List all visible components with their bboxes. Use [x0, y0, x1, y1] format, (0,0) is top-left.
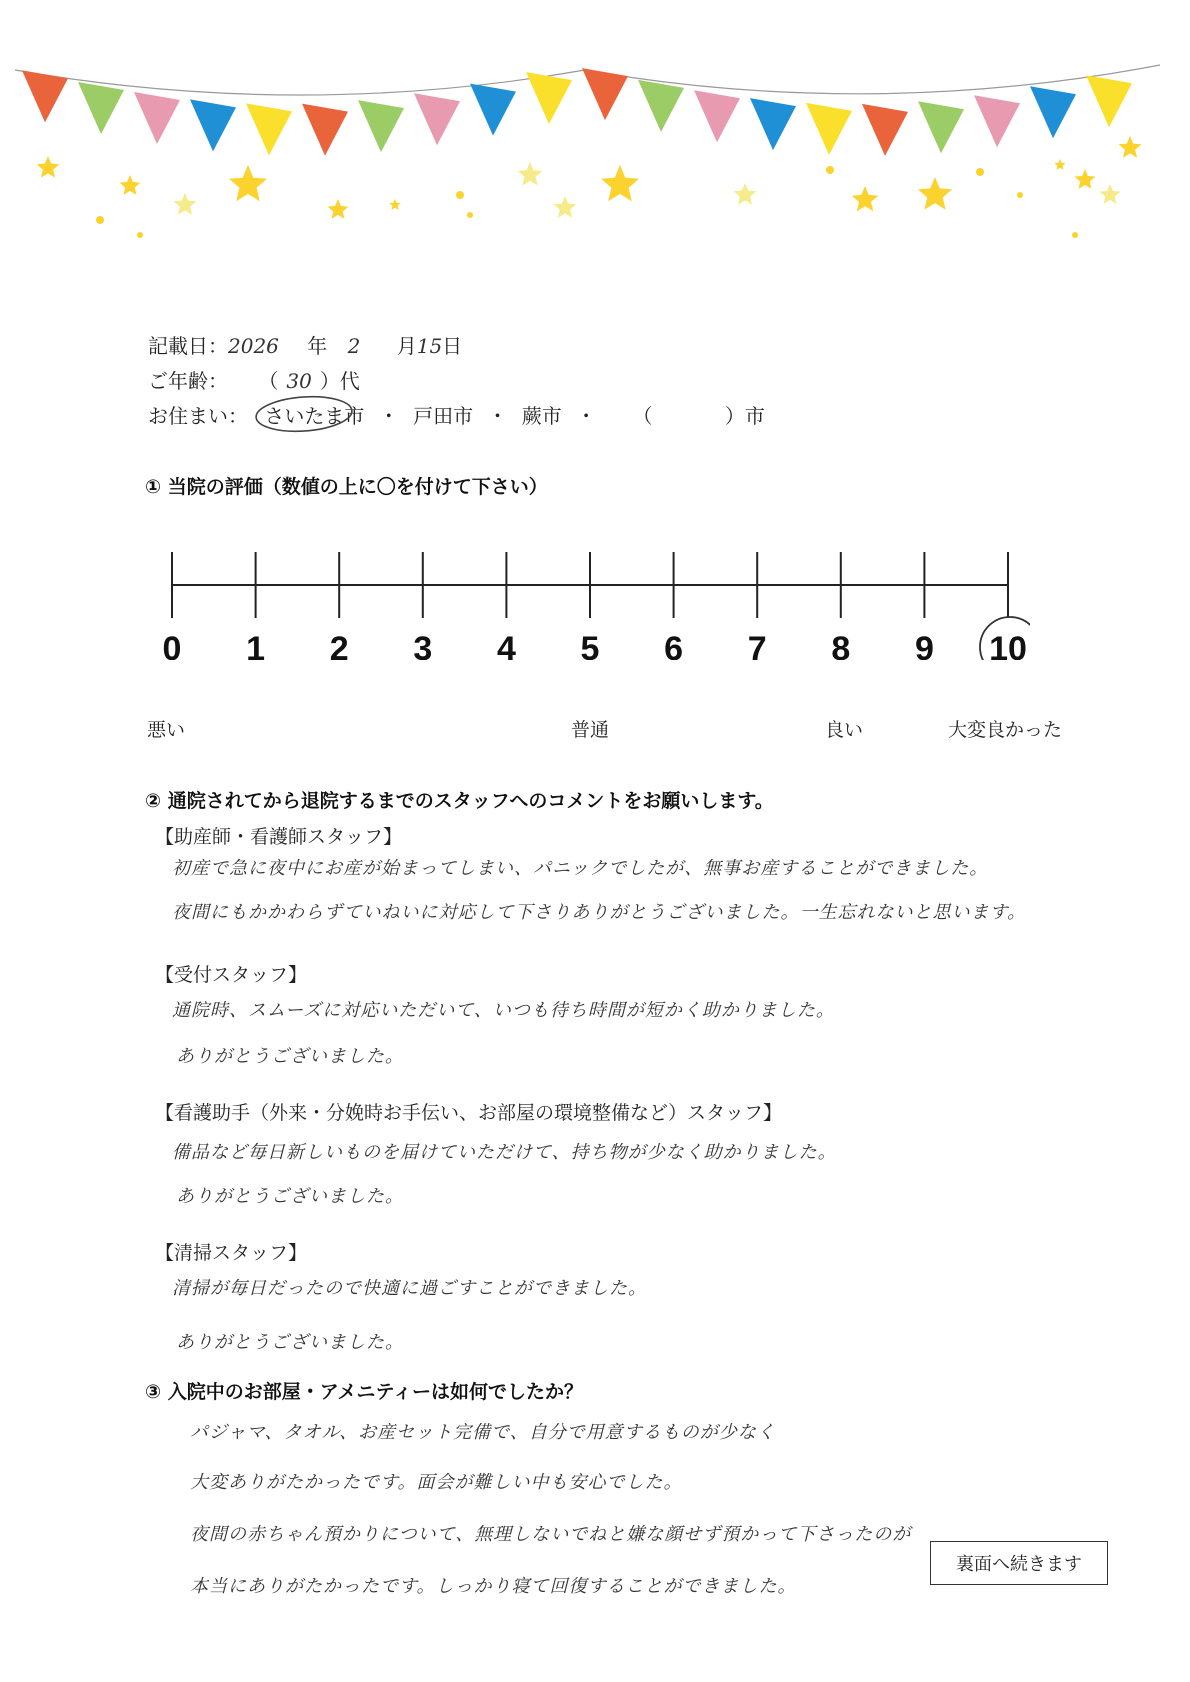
star-icon [1100, 184, 1121, 204]
star-icon [734, 183, 757, 205]
star-icon [601, 165, 639, 201]
age-open: （ [258, 369, 279, 393]
bunting-flag [302, 104, 348, 156]
continue-on-back-note: 裏面へ続きます [930, 1541, 1108, 1585]
star-icon [174, 193, 197, 215]
comment-reception-1: 通院時、スムーズに対応いただいて、いつも待ち時間が短かく助かりました。 [172, 1000, 835, 1021]
dot-icon [1072, 232, 1078, 238]
bunting-flag [414, 93, 460, 145]
scale-tick-label: 8 [831, 630, 851, 660]
bunting-flag [694, 90, 740, 142]
date-label: 記載日： [148, 334, 228, 358]
bunting-flag [750, 98, 796, 150]
scale-label-good: 良い [825, 719, 864, 741]
bunting-flag [974, 95, 1020, 147]
bunting-flag [806, 103, 852, 155]
dot-icon [976, 168, 984, 176]
bunting-flag [862, 104, 908, 156]
bunting-flag [918, 101, 964, 153]
rating-scale [150, 540, 1030, 660]
residence-other-open: （ [632, 404, 653, 428]
residence-other-close: ）市 [724, 404, 765, 428]
star-icon [229, 165, 267, 201]
dot-icon [96, 216, 104, 224]
star-icon [852, 186, 879, 211]
comment-cleaning-2: ありがとうございました。 [176, 1332, 404, 1353]
scale-tick-label: 3 [413, 630, 433, 660]
star-icon [389, 199, 400, 210]
comment-nursing-assistant-1: 備品など毎日新しいものを届けていただけて、持ち物が少なく助かりました。 [172, 1142, 837, 1163]
date-day-unit: 日 [442, 334, 463, 358]
scale-tick-label: 1 [246, 630, 266, 660]
age-row [148, 365, 360, 394]
bunting-flag [1086, 75, 1132, 127]
bunting-flag [134, 92, 180, 144]
residence-option-warabi: 蕨市 [521, 404, 562, 428]
dot-icon [826, 166, 834, 174]
comment-room-3: 夜間の赤ちゃん預かりについて、無理しないでねと嫌な顔せず預かって下さったのが [190, 1524, 912, 1545]
star-icon [518, 162, 543, 186]
bunting-flag [246, 103, 292, 155]
age-value: 30 [286, 369, 312, 393]
date-row [148, 330, 462, 359]
date-year-unit: 年 [307, 334, 328, 358]
star-icon [1119, 136, 1142, 158]
scale-tick-label: 7 [747, 630, 767, 660]
dot-icon [456, 191, 464, 199]
star-icon [918, 177, 952, 210]
scale-label-bad: 悪い [147, 719, 186, 741]
residence-row: お住まい： さいたま市 ・ 戸田市 ・ 蕨市 ・ （ ）市 [148, 400, 765, 429]
staff-label-nursing-assistant: 【看護助手（外来・分娩時お手伝い、お部屋の環境整備など）スタッフ】 [155, 1102, 783, 1124]
section2-title: ② 通院されてから退院するまでのスタッフへのコメントをお願いします。 [145, 790, 774, 812]
staff-label-reception: 【受付スタッフ】 [155, 964, 308, 986]
date-month-unit: 月 [396, 334, 417, 358]
star-icon [1054, 159, 1065, 170]
dot-icon [1017, 192, 1023, 198]
dot-icon [137, 232, 143, 238]
comment-midwife-1: 初産で急に夜中にお産が始まってしまい、パニックでしたが、無事お産することができました。 [172, 858, 989, 879]
residence-label: お住まい： [148, 404, 248, 428]
age-close: ）代 [319, 369, 360, 393]
comment-room-1: パジャマ、タオル、お産セット完備で、自分で用意するものが少なく [190, 1422, 776, 1443]
staff-label-cleaning: 【清掃スタッフ】 [155, 1242, 308, 1264]
scale-tick-label: 9 [914, 630, 934, 660]
bunting-flag [526, 72, 572, 124]
dot-icon [467, 212, 473, 218]
residence-option-toda: 戸田市 [413, 404, 474, 428]
scale-label-very-good: 大変良かった [948, 719, 1063, 741]
comment-cleaning-1: 清掃が毎日だったので快適に過ごすことができました。 [172, 1278, 647, 1299]
comment-nursing-assistant-2: ありがとうございました。 [176, 1186, 404, 1207]
comment-midwife-2: 夜間にもかかわらずていねいに対応して下さりありがとうございました。一生忘れないと思います。 [172, 902, 1027, 923]
bunting-flag [582, 68, 628, 120]
bunting-flag [1030, 86, 1076, 138]
star-icon [1075, 169, 1096, 189]
scale-tick-label: 2 [329, 630, 349, 660]
comment-reception-2: ありがとうございました。 [176, 1046, 404, 1067]
staff-label-midwife: 【助産師・看護師スタッフ】 [155, 826, 403, 848]
bunting-flag [358, 100, 404, 152]
comment-room-4: 本当にありがたかったです。しっかり寝て回復することができました。 [190, 1576, 797, 1597]
bunting-decoration [0, 0, 1190, 250]
scale-tick-label: 0 [162, 630, 182, 660]
bunting-flag [190, 99, 236, 151]
scale-label-normal: 普通 [571, 719, 610, 741]
section1-title: ① 当院の評価（数値の上に〇を付けて下さい） [145, 476, 548, 498]
bunting-flag [78, 82, 124, 134]
date-day: 15 [416, 334, 443, 358]
star-icon [37, 156, 60, 178]
date-month: 2 [347, 334, 361, 358]
star-icon [120, 175, 141, 195]
bunting-flag [470, 84, 516, 136]
section3-title: ③ 入院中のお部屋・アメニティーは如何でしたか？ [145, 1381, 584, 1403]
bunting-flag [22, 70, 68, 122]
selection-circle-mark [254, 396, 364, 436]
scale-tick-label: 6 [664, 630, 684, 660]
star-icon [328, 199, 349, 219]
bunting-flag [638, 80, 684, 132]
scale-tick-label: 4 [496, 630, 516, 660]
scale-tick-label: 10 [989, 630, 1027, 660]
age-label: ご年齢： [148, 369, 228, 393]
scale-tick-label: 5 [580, 630, 600, 660]
date-year: 2026 [228, 334, 279, 358]
comment-room-2: 大変ありがたかったです。面会が難しい中も安心でした。 [190, 1472, 683, 1493]
star-icon [554, 196, 577, 218]
residence-option-saitama: さいたま市 [264, 404, 370, 428]
